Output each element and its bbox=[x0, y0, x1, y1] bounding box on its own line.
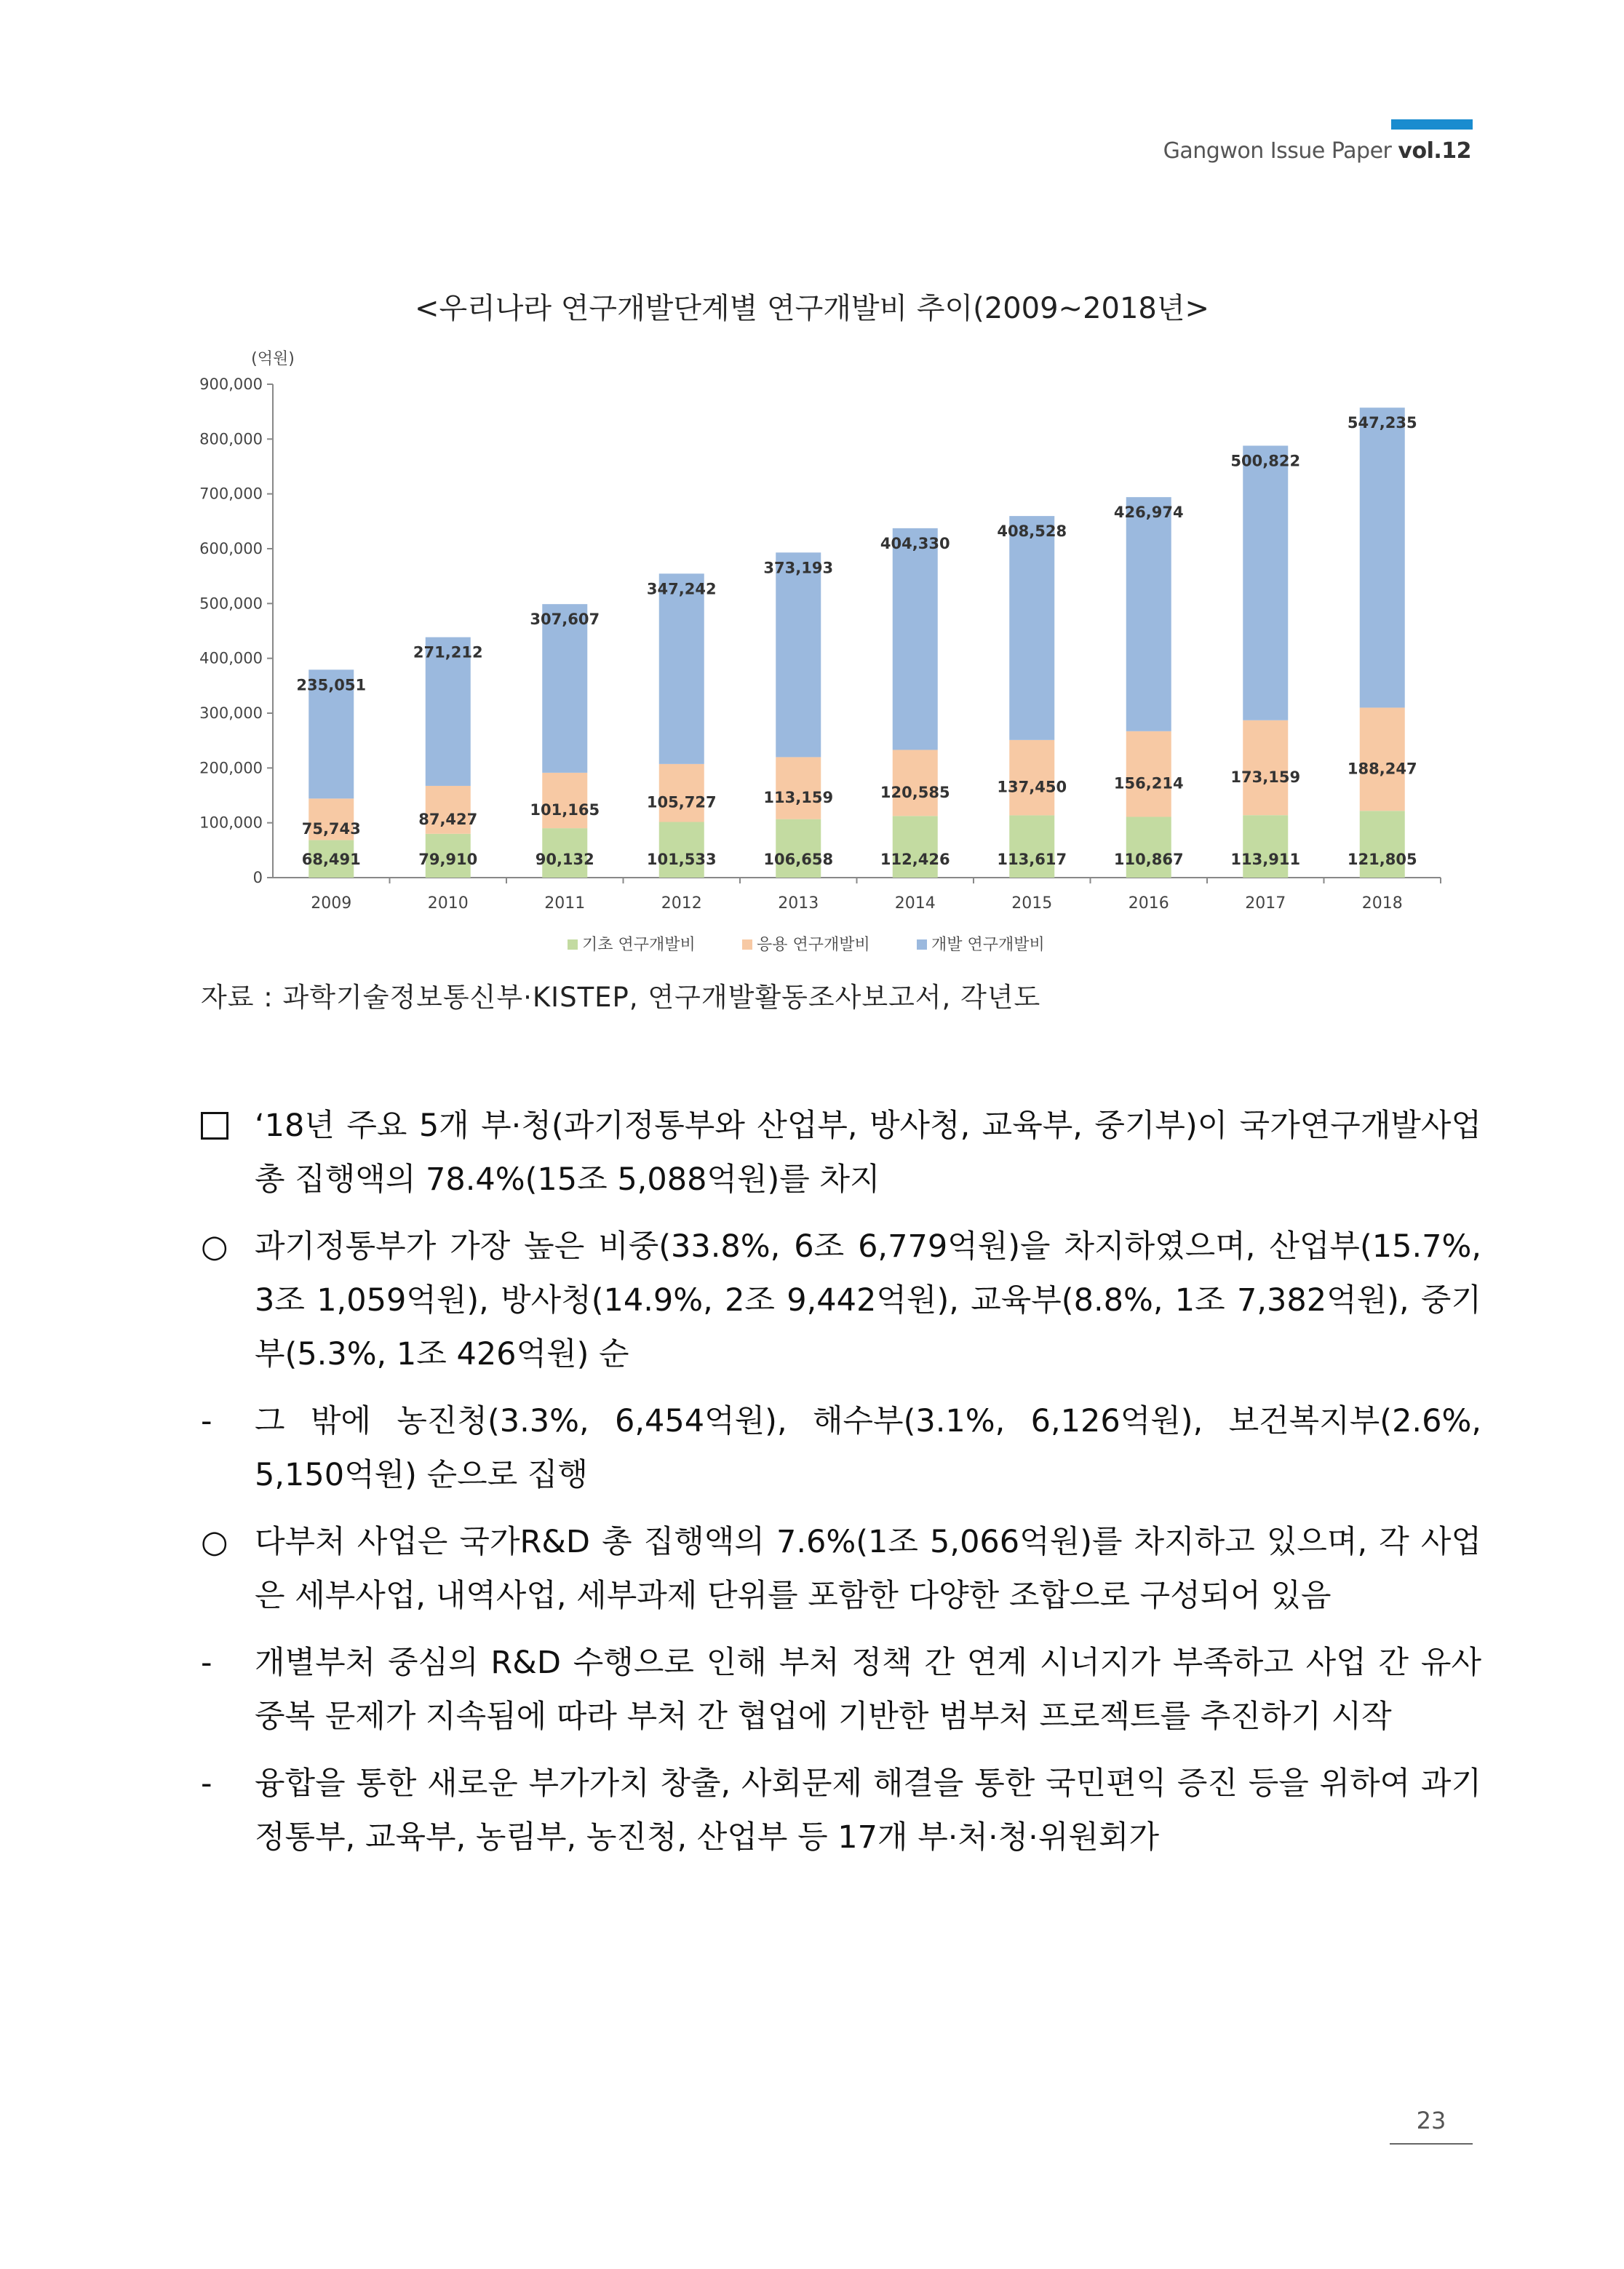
paragraph-2 bbox=[201, 1220, 1481, 1381]
legend-swatch bbox=[917, 939, 927, 950]
y-tick-label: 900,000 bbox=[199, 375, 263, 393]
data-label: 500,822 bbox=[1230, 452, 1301, 470]
bar-segment bbox=[1126, 731, 1171, 817]
data-label: 113,159 bbox=[763, 789, 834, 807]
body-text bbox=[201, 1099, 1481, 1877]
data-label: 90,132 bbox=[535, 851, 594, 868]
bar-segment bbox=[1009, 815, 1054, 878]
y-unit-label: (억원) bbox=[251, 350, 295, 368]
x-tick-label: 2009 bbox=[311, 894, 352, 913]
y-tick-label: 100,000 bbox=[199, 814, 263, 832]
bar-segment bbox=[1009, 516, 1054, 740]
data-label: 408,528 bbox=[997, 522, 1067, 541]
bar-segment bbox=[542, 604, 587, 773]
data-label: 121,805 bbox=[1347, 851, 1417, 868]
y-tick-label: 700,000 bbox=[199, 485, 263, 503]
bar-segment bbox=[1009, 740, 1054, 816]
data-label: 307,607 bbox=[530, 611, 600, 629]
data-label: 79,910 bbox=[418, 851, 478, 868]
bar-segment bbox=[893, 816, 938, 878]
y-tick-label: 300,000 bbox=[199, 704, 263, 722]
paragraph-text: 과기정통부가 가장 높은 비중(33.8%, 6조 6,779억원)을 차지하였으며, 산업부(15.7%, 3조 1,059억원), 방사청(14.9%, 2조 9,442억원), 교육부(8.8%, 1조 7,382억원), 중기부(5.3%, 1조 426억원) 순 bbox=[255, 1228, 1481, 1372]
bar-segment bbox=[1126, 497, 1171, 731]
data-label: 347,242 bbox=[646, 580, 717, 598]
data-label: 547,235 bbox=[1347, 414, 1417, 432]
x-tick-label: 2014 bbox=[894, 894, 936, 913]
x-tick-label: 2011 bbox=[544, 894, 586, 913]
x-tick-label: 2018 bbox=[1361, 894, 1403, 913]
data-label: 68,491 bbox=[301, 851, 361, 868]
checkbox-icon bbox=[201, 1099, 244, 1155]
bar-segment bbox=[893, 750, 938, 816]
data-label: 87,427 bbox=[418, 810, 478, 828]
paragraph-4 bbox=[201, 1515, 1481, 1623]
bar-segment bbox=[776, 757, 821, 819]
page-number-rule bbox=[1390, 2143, 1473, 2145]
data-label: 110,867 bbox=[1113, 851, 1184, 868]
data-label: 137,450 bbox=[997, 778, 1067, 796]
bar-segment bbox=[659, 822, 704, 878]
bullet-circle: ○ bbox=[201, 1228, 228, 1265]
data-label: 75,743 bbox=[301, 819, 361, 838]
data-label: 188,247 bbox=[1347, 760, 1417, 778]
running-header bbox=[1163, 138, 1471, 164]
bar-segment bbox=[776, 819, 821, 878]
x-tick-label: 2012 bbox=[661, 894, 702, 913]
y-tick-label: 400,000 bbox=[199, 649, 263, 667]
legend-label: 기초 연구개발비 bbox=[582, 936, 696, 954]
bar-segment bbox=[542, 773, 587, 828]
data-label: 156,214 bbox=[1113, 774, 1184, 792]
data-label: 271,212 bbox=[413, 643, 483, 661]
paragraph-1 bbox=[201, 1099, 1481, 1207]
legend-swatch bbox=[742, 939, 752, 950]
paragraph-text: 융합을 통한 새로운 부가가치 창출, 사회문제 해결을 통한 국민편익 증진 등을 위하여 과기정통부, 교육부, 농림부, 농진청, 산업부 등 17개 부·처·청·위원회가 bbox=[255, 1765, 1481, 1856]
paragraph-text: ‘18년 주요 5개 부·청(과기정통부와 산업부, 방사청, 교육부, 중기부)이 국가연구개발사업 총 집행액의 78.4%(15조 5,088억원)를 차지 bbox=[255, 1108, 1481, 1198]
paragraph-text: 그 밖에 농진청(3.3%, 6,454억원), 해수부(3.1%, 6,126억원), 보건복지부(2.6%, 5,150억원) 순으로 집행 bbox=[255, 1403, 1481, 1493]
rd-expenditure-chart bbox=[189, 342, 1470, 975]
x-tick-label: 2016 bbox=[1128, 894, 1169, 913]
y-tick-label: 0 bbox=[252, 869, 263, 886]
header-series: Gangwon Issue Paper bbox=[1163, 138, 1398, 164]
bullet-circle: ○ bbox=[201, 1524, 228, 1560]
data-label: 101,165 bbox=[530, 800, 600, 819]
paragraph-3 bbox=[201, 1394, 1481, 1502]
bullet-dash: - bbox=[201, 1765, 212, 1802]
y-tick-label: 600,000 bbox=[199, 540, 263, 557]
data-label: 120,585 bbox=[880, 783, 950, 801]
x-tick-label: 2010 bbox=[427, 894, 469, 913]
data-label: 426,974 bbox=[1113, 504, 1184, 522]
source-note: 자료 : 과학기술정보통신부·KISTEP, 연구개발활동조사보고서, 각년도 bbox=[201, 982, 1041, 1013]
y-tick-label: 200,000 bbox=[199, 759, 263, 777]
y-tick-label: 500,000 bbox=[199, 595, 263, 613]
legend-label: 개발 연구개발비 bbox=[931, 936, 1045, 954]
bar-segment bbox=[893, 528, 938, 750]
y-tick-label: 800,000 bbox=[199, 430, 263, 448]
legend-label: 응용 연구개발비 bbox=[757, 936, 870, 954]
bar-segment bbox=[1243, 815, 1288, 878]
bullet-dash: - bbox=[201, 1645, 212, 1681]
paragraph-5 bbox=[201, 1636, 1481, 1744]
data-label: 113,617 bbox=[997, 851, 1067, 868]
data-label: 173,159 bbox=[1230, 768, 1301, 786]
bar-segment bbox=[1243, 720, 1288, 815]
x-tick-label: 2015 bbox=[1011, 894, 1053, 913]
x-tick-label: 2013 bbox=[778, 894, 819, 913]
bar-segment bbox=[1243, 445, 1288, 720]
paragraph-text: 개별부처 중심의 R&D 수행으로 인해 부처 정책 간 연계 시너지가 부족하고 사업 간 유사중복 문제가 지속됨에 따라 부처 간 협업에 기반한 범부처 프로젝트를 추진하기 시작 bbox=[255, 1645, 1481, 1735]
data-label: 105,727 bbox=[646, 793, 717, 811]
chart-title: <우리나라 연구개발단계별 연구개발비 추이(2009~2018년> bbox=[414, 292, 1210, 325]
data-label: 235,051 bbox=[296, 676, 367, 694]
header-accent-bar bbox=[1391, 119, 1473, 130]
bar-segment bbox=[659, 764, 704, 822]
bar-segment bbox=[1126, 816, 1171, 878]
data-label: 106,658 bbox=[763, 851, 834, 868]
bar-segment bbox=[1360, 408, 1405, 707]
data-label: 373,193 bbox=[763, 559, 834, 577]
x-tick-label: 2017 bbox=[1245, 894, 1286, 913]
header-volume: vol.12 bbox=[1398, 138, 1471, 164]
paragraph-6 bbox=[201, 1757, 1481, 1864]
bar-segment bbox=[1360, 707, 1405, 811]
data-label: 101,533 bbox=[646, 851, 717, 868]
data-label: 113,911 bbox=[1230, 851, 1301, 868]
data-label: 112,426 bbox=[880, 851, 950, 868]
bullet-dash: - bbox=[201, 1403, 212, 1439]
data-label: 404,330 bbox=[880, 534, 950, 552]
bar-segment bbox=[776, 552, 821, 757]
paragraph-text: 다부처 사업은 국가R&D 총 집행액의 7.6%(1조 5,066억원)를 차지하고 있으며, 각 사업은 세부사업, 내역사업, 세부과제 단위를 포함한 다양한 조합으로 구성되어 있음 bbox=[255, 1524, 1481, 1614]
bar-segment bbox=[659, 573, 704, 764]
page-number: 23 bbox=[1416, 2107, 1446, 2134]
legend-swatch bbox=[568, 939, 578, 950]
